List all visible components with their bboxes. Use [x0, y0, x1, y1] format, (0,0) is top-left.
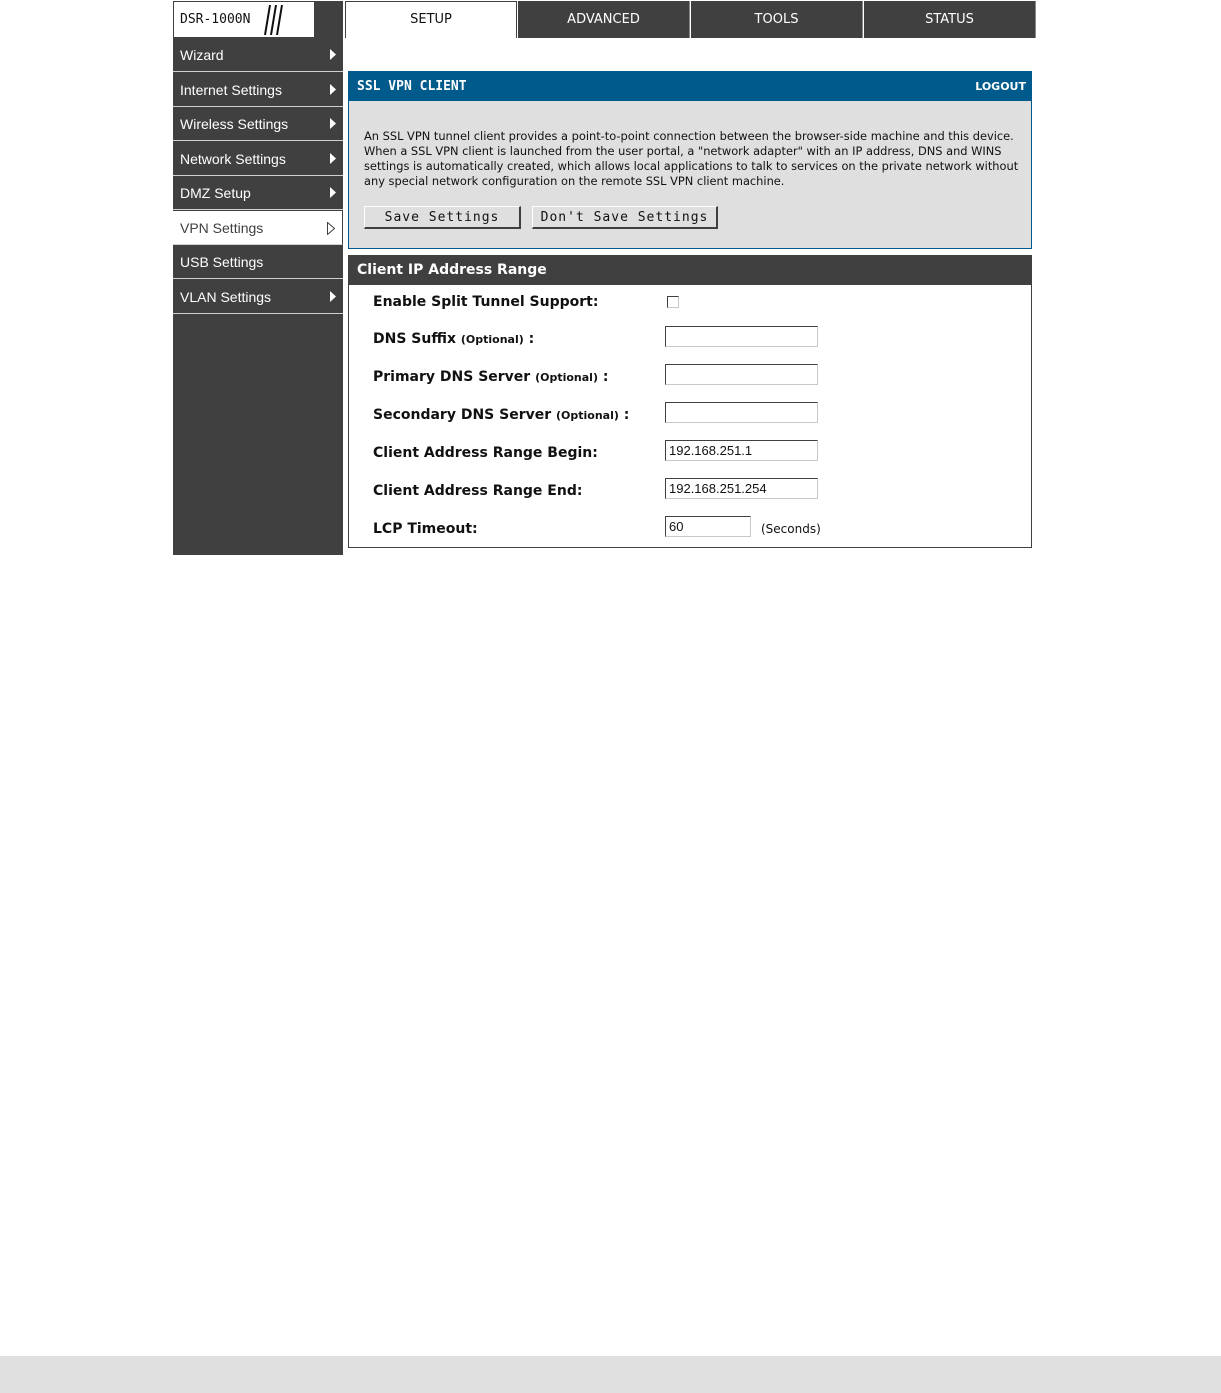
sidebar-item-label: Wizard — [180, 46, 224, 63]
sidebar-item-label: USB Settings — [180, 253, 264, 270]
device-model: DSR-1000N — [180, 12, 251, 27]
split-tunnel-checkbox[interactable] — [667, 296, 679, 308]
device-logo — [173, 1, 343, 38]
section-title: Client IP Address Range — [357, 262, 547, 278]
page-description: An SSL VPN tunnel client provides a point-to-point connection between the browser-side machine and this device. When a SSL VPN client is launched from the user portal, a "network adapter" with an IP address, DNS and WINS settings is automatically created, which allows local applications to talk to services on the private network without any special network configuration on the remote SSL VPN client machine. — [364, 129, 1019, 188]
lcp-timeout-unit: (Seconds) — [761, 522, 821, 536]
page-title: SSL VPN CLIENT — [357, 78, 467, 94]
range-end-input[interactable] — [665, 478, 818, 499]
sidebar-item-wizard[interactable] — [173, 38, 343, 72]
sidebar-item-usb-settings[interactable] — [173, 245, 343, 279]
label-colon: : — [602, 369, 609, 385]
arrow-right-icon — [330, 49, 336, 60]
label-colon: : — [623, 407, 630, 423]
lcp-timeout-label: LCP Timeout: — [373, 521, 478, 537]
optional-tag: (Optional) — [460, 333, 524, 346]
dns-suffix-input[interactable] — [665, 326, 818, 347]
sidebar-item-label: DMZ Setup — [180, 184, 251, 201]
sidebar-item-internet-settings[interactable] — [173, 73, 343, 107]
sidebar — [173, 38, 343, 555]
save-settings-button[interactable]: Save Settings — [364, 206, 521, 229]
sidebar-item-dmz-setup[interactable] — [173, 176, 343, 210]
sidebar-item-network-settings[interactable] — [173, 142, 343, 176]
tab-advanced[interactable] — [518, 1, 690, 38]
optional-tag: (Optional) — [535, 371, 598, 384]
secondary-dns-label-text: Secondary DNS Server — [373, 407, 552, 423]
dns-suffix-label — [373, 331, 534, 347]
primary-dns-label — [373, 369, 608, 385]
logout-link[interactable]: LOGOUT — [975, 79, 1026, 93]
primary-dns-input[interactable] — [665, 364, 818, 385]
sidebar-item-label: Internet Settings — [180, 81, 282, 98]
client-ip-range-panel — [348, 285, 1032, 548]
lcp-timeout-input[interactable] — [665, 516, 751, 537]
secondary-dns-label — [373, 407, 629, 423]
arrow-right-icon — [330, 84, 336, 95]
arrow-right-icon — [330, 291, 336, 302]
optional-tag: (Optional) — [556, 409, 619, 422]
secondary-dns-input[interactable] — [665, 402, 818, 423]
dns-suffix-label-text: DNS Suffix — [373, 331, 456, 347]
tab-status-label: STATUS — [925, 12, 974, 27]
logo-slashes-icon — [258, 5, 284, 35]
ssl-vpn-client-panel — [348, 101, 1032, 249]
tab-setup-label: SETUP — [410, 12, 452, 27]
arrow-right-outline-icon — [327, 222, 335, 235]
client-ip-range-header — [348, 255, 1032, 285]
sidebar-item-label: Network Settings — [180, 150, 286, 167]
range-end-label: Client Address Range End: — [373, 483, 583, 499]
footer-band — [0, 1356, 1221, 1393]
logo-dark-block — [314, 2, 342, 37]
tab-tools[interactable] — [691, 1, 863, 38]
tab-advanced-label: ADVANCED — [567, 12, 640, 27]
sidebar-item-vlan-settings[interactable] — [173, 280, 343, 314]
arrow-right-icon — [330, 153, 336, 164]
arrow-right-icon — [330, 118, 336, 129]
arrow-right-icon — [330, 187, 336, 198]
split-tunnel-label: Enable Split Tunnel Support: — [373, 294, 599, 310]
tab-setup[interactable] — [345, 1, 517, 38]
tab-tools-label: TOOLS — [754, 12, 799, 27]
tab-status[interactable] — [864, 1, 1036, 38]
sidebar-item-label: VLAN Settings — [180, 288, 272, 305]
dont-save-settings-button[interactable]: Don't Save Settings — [532, 206, 718, 229]
sidebar-item-label: VPN Settings — [180, 219, 264, 236]
sidebar-item-wireless-settings[interactable] — [173, 107, 343, 141]
label-colon: : — [528, 331, 535, 347]
range-begin-label: Client Address Range Begin: — [373, 445, 598, 461]
primary-dns-label-text: Primary DNS Server — [373, 369, 531, 385]
ssl-vpn-client-header — [348, 71, 1032, 101]
sidebar-item-vpn-settings[interactable] — [173, 211, 343, 245]
range-begin-input[interactable] — [665, 440, 818, 461]
sidebar-item-label: Wireless Settings — [180, 115, 289, 132]
